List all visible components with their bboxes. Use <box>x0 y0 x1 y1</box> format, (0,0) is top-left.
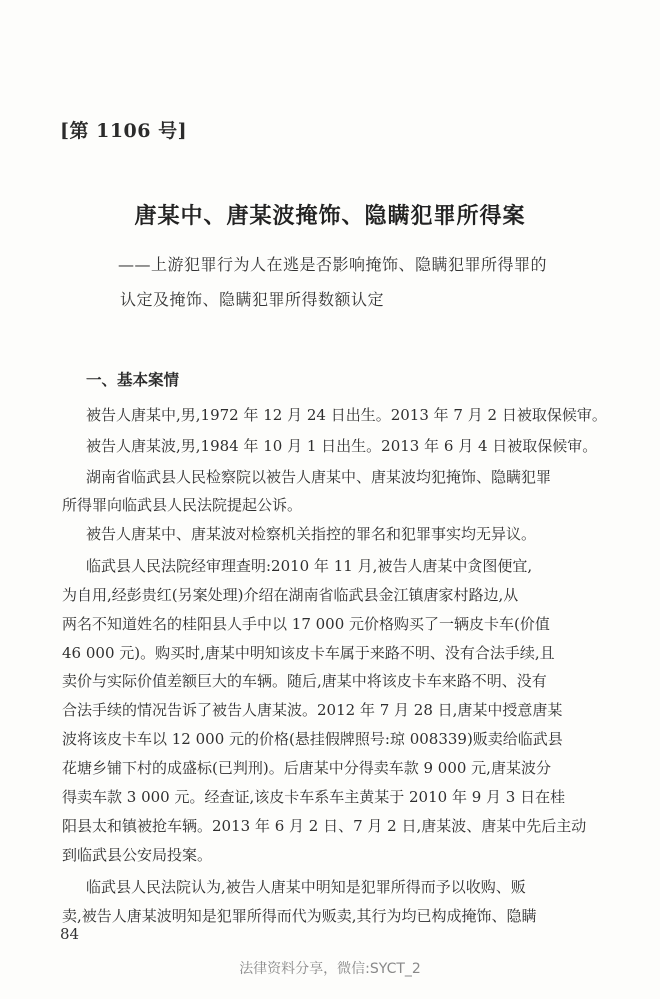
subtitle-line-1: ——上游犯罪行为人在逃是否影响掩饰、隐瞒犯罪所得罪的 <box>118 255 548 274</box>
body-line: 波将该皮卡车以 12 000 元的价格(悬挂假牌照号:琼 008339)贩卖给临武县 <box>62 730 563 748</box>
body-line: 46 000 元)。购买时,唐某中明知该皮卡车属于来路不明、没有合法手续,且 <box>62 644 555 662</box>
body-line: 临武县人民法院认为,被告人唐某中明知是犯罪所得而予以收购、贩 <box>86 878 526 896</box>
body-line: 被告人唐某波,男,1984 年 10 月 1 日出生。2013 年 6 月 4 日被取保候审。 <box>86 437 598 455</box>
body-line: 所得罪向临武县人民法院提起公诉。 <box>62 496 303 514</box>
body-line: 被告人唐某中,男,1972 年 12 月 24 日出生。2013 年 7 月 2 日被取保候审。 <box>86 406 607 424</box>
body-line: 得卖车款 3 000 元。经查证,该皮卡车系车主黄某于 2010 年 9 月 3 日在桂 <box>62 788 566 806</box>
subtitle-line-2: 认定及掩饰、隐瞒犯罪所得数额认定 <box>120 290 385 309</box>
case-title: 唐某中、唐某波掩饰、隐瞒犯罪所得案 <box>134 203 526 229</box>
body-line: 阳县太和镇被抢车辆。2013 年 6 月 2 日、7 月 2 日,唐某波、唐某中先后主动 <box>62 817 587 835</box>
body-line: 被告人唐某中、唐某波对检察机关指控的罪名和犯罪事实均无异议。 <box>86 525 537 543</box>
body-line: 为自用,经彭贵红(另案处理)介绍在湖南省临武县金江镇唐家村路边,从 <box>62 586 519 604</box>
body-line: 卖,被告人唐某波明知是犯罪所得而代为贩卖,其行为均已构成掩饰、隐瞒 <box>62 907 537 925</box>
body-line: 到临武县公安局投案。 <box>62 846 213 864</box>
body-line: 合法手续的情况告诉了被告人唐某波。2012 年 7 月 28 日,唐某中授意唐某 <box>62 701 563 719</box>
body-line: 花塘乡铺下村的成盛标(已判刑)。后唐某中分得卖车款 9 000 元,唐某波分 <box>62 759 551 777</box>
body-line: 卖价与实际价值差额巨大的车辆。随后,唐某中将该皮卡车来路不明、没有 <box>62 672 547 690</box>
page-number: 84 <box>60 925 80 943</box>
body-line: 临武县人民法院经审理查明:2010 年 11 月,被告人唐某中贪图便宜, <box>86 557 533 575</box>
watermark-text: 法律资料分享，微信:SYCT_2 <box>239 961 421 977</box>
body-line: 两名不知道姓名的桂阳县人手中以 17 000 元价格购买了一辆皮卡车(价值 <box>62 615 550 633</box>
section-heading: 一、基本案情 <box>86 371 180 389</box>
body-line: 湖南省临武县人民检察院以被告人唐某中、唐某波均犯掩饰、隐瞒犯罪 <box>86 468 552 486</box>
case-number: [第 1106 号] <box>60 120 188 142</box>
